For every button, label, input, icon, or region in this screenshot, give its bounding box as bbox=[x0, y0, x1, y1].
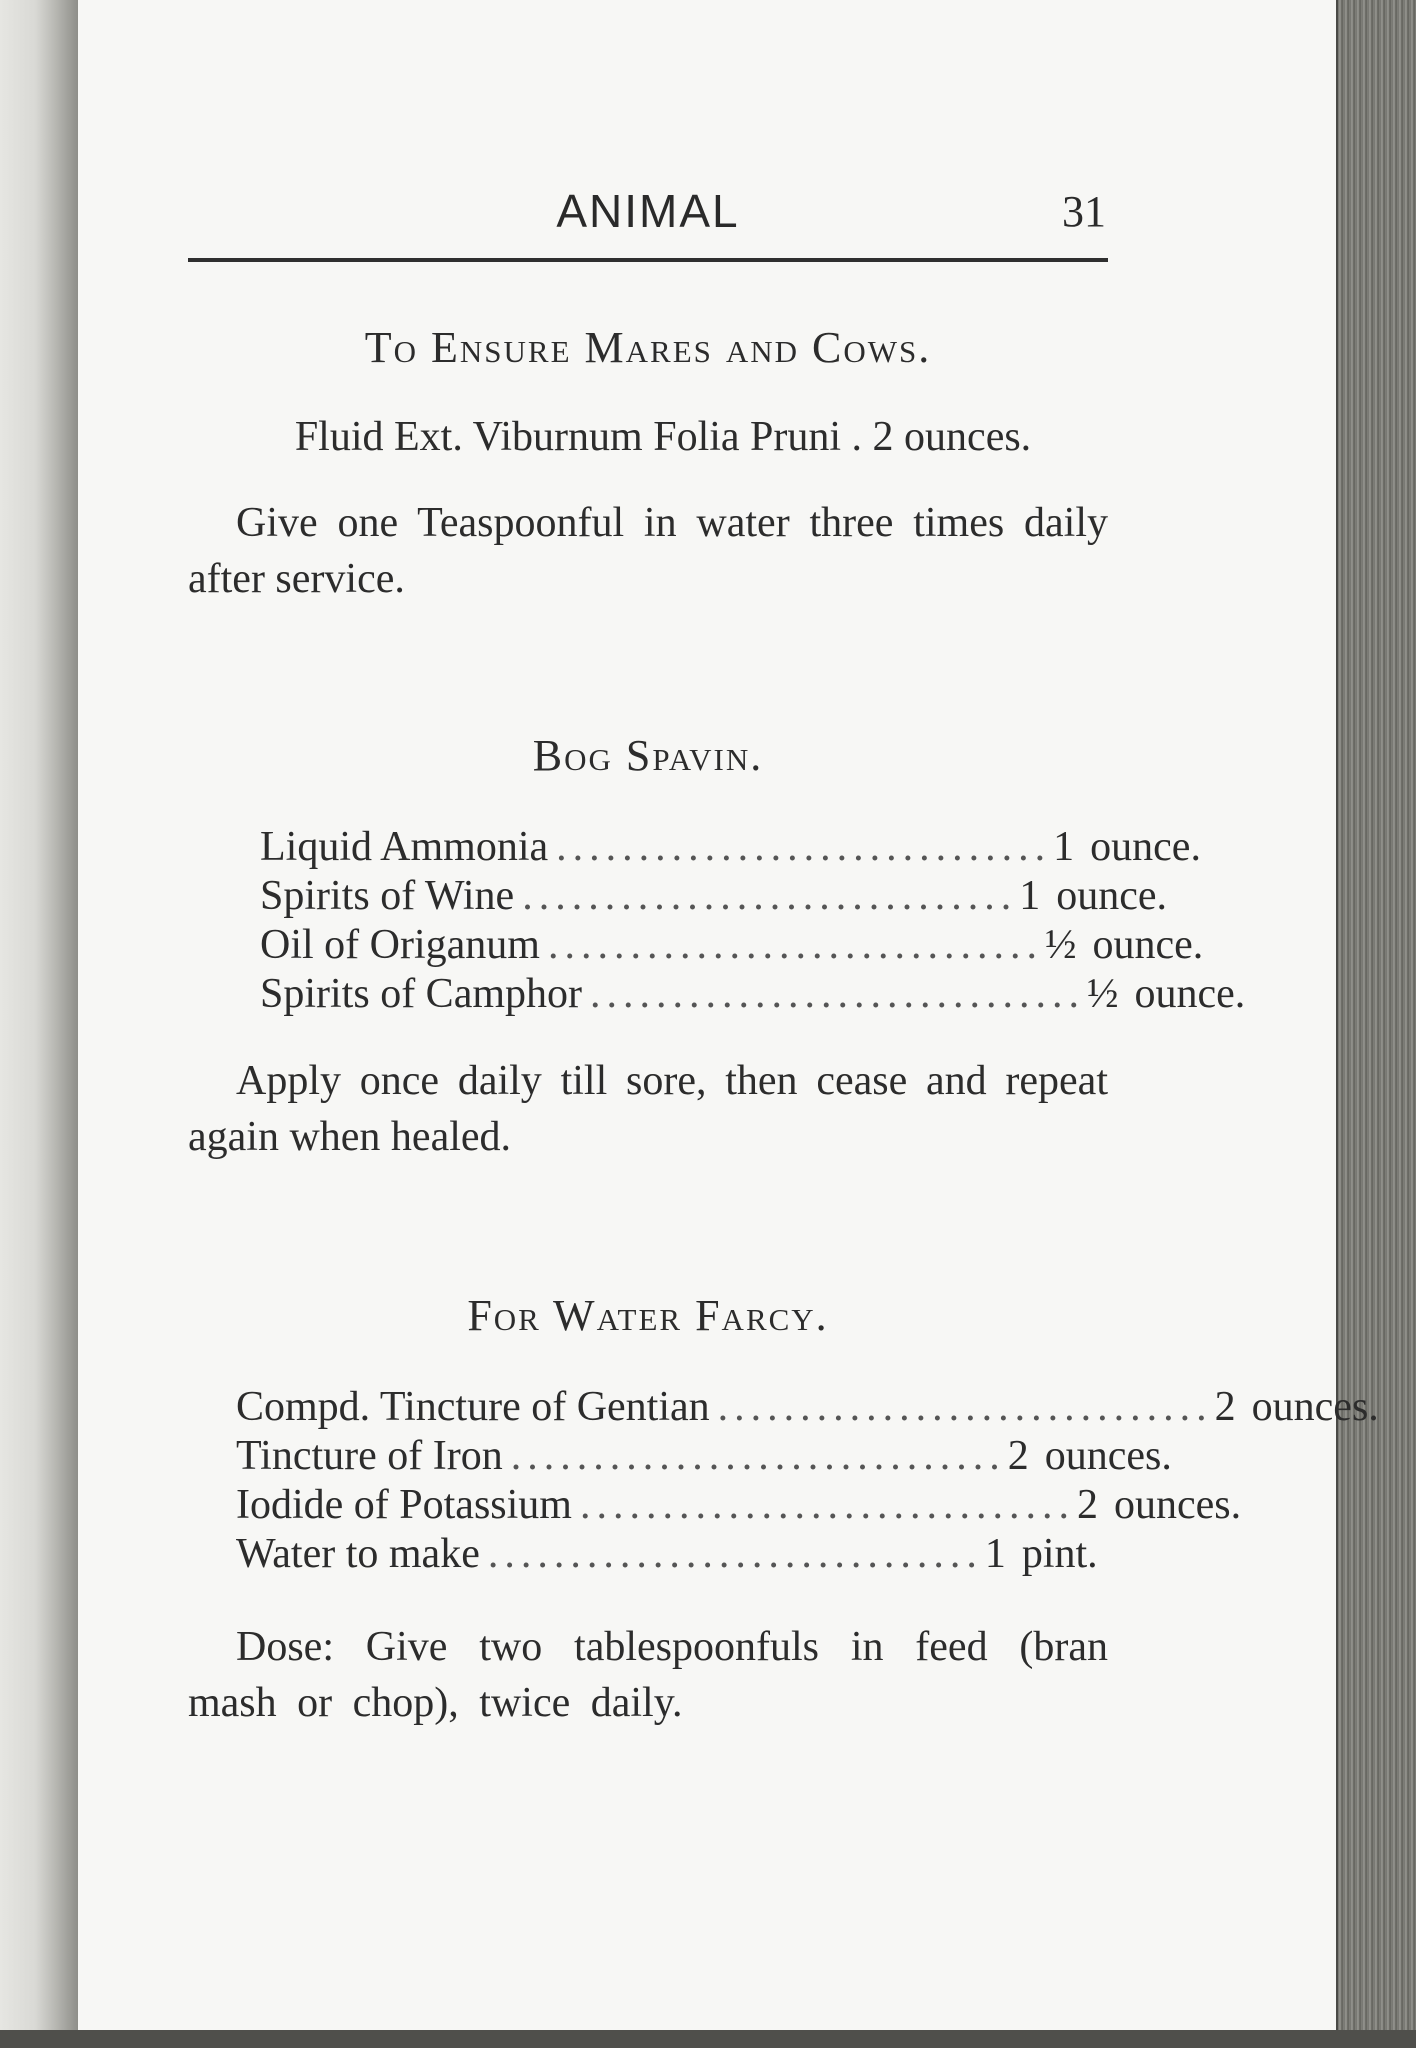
ingredient-quantity: 1 bbox=[1053, 824, 1075, 870]
bottom-binding-edge bbox=[0, 2030, 1416, 2048]
ingredient-unit: ounces. bbox=[1113, 1482, 1242, 1528]
leader-dots: .............................. bbox=[547, 922, 1043, 968]
section-heading: To Ensure Mares and Cows. bbox=[364, 323, 932, 372]
section-heading: For Water Farcy. bbox=[467, 1291, 829, 1340]
leader-dots: .............................. bbox=[556, 824, 1052, 870]
ingredient-unit: ounce. bbox=[1090, 824, 1201, 870]
directions: Apply once daily till sore, then cease and repeat again when healed. bbox=[188, 1058, 1108, 1160]
directions: Dose: Give two tablespoonfuls in feed (bran mash or chop), twice daily. bbox=[188, 1624, 1108, 1726]
leader-dots: .............................. bbox=[522, 873, 1018, 919]
ingredient-row bbox=[236, 1530, 1098, 1579]
ingredient-row bbox=[236, 1481, 1242, 1530]
running-header bbox=[188, 178, 1108, 262]
directions: Give one Teaspoonful in water three times daily after service. bbox=[188, 500, 1108, 602]
ingredient-quantity: 1 bbox=[1019, 873, 1041, 919]
running-title: ANIMAL bbox=[556, 185, 740, 237]
ingredient-quantity: 1 bbox=[984, 1531, 1006, 1577]
ingredient-unit: ounce. bbox=[1134, 971, 1246, 1017]
ingredient-name: Compd. Tincture of Gentian bbox=[236, 1384, 710, 1430]
ingredient-unit: ounces. bbox=[1044, 1433, 1172, 1479]
ingredient-name: Tincture of Iron bbox=[236, 1433, 503, 1479]
leader-dots: .............................. bbox=[579, 1482, 1075, 1528]
ingredient-quantity: 2 bbox=[1076, 1482, 1098, 1528]
ingredient-name: Oil of Origanum bbox=[260, 922, 540, 968]
ingredient-list bbox=[260, 823, 1246, 1019]
right-page-stack-edge bbox=[1338, 0, 1416, 2048]
ingredient-unit: ounces. bbox=[1251, 1384, 1379, 1430]
ingredient-row bbox=[260, 872, 1167, 921]
ingredient-unit: ounce. bbox=[1056, 873, 1167, 919]
section-heading: Bog Spavin. bbox=[532, 731, 764, 780]
ingredient-quantity: ½ bbox=[1044, 922, 1077, 968]
ingredient-name: Spirits of Camphor bbox=[260, 971, 582, 1017]
ingredient-row bbox=[260, 921, 1204, 970]
ingredient-list bbox=[236, 1383, 1379, 1579]
ingredient-name: Iodide of Potassium bbox=[236, 1482, 572, 1528]
section-bog-spavin bbox=[188, 730, 1246, 1165]
ingredient-unit: ounce. bbox=[1092, 922, 1204, 968]
leader-dots: .............................. bbox=[487, 1531, 983, 1577]
formula-line: Fluid Ext. Viburnum Folia Pruni . 2 ounces. bbox=[294, 414, 1032, 460]
ingredient-name: Liquid Ammonia bbox=[260, 824, 549, 870]
ingredient-unit: pint. bbox=[1021, 1531, 1098, 1577]
ingredient-row bbox=[260, 970, 1246, 1019]
ingredient-quantity: ½ bbox=[1087, 971, 1119, 1017]
ingredient-row bbox=[260, 823, 1201, 872]
section-water-farcy bbox=[188, 1290, 1379, 1731]
ingredient-row bbox=[236, 1432, 1172, 1481]
ingredient-quantity: 2 bbox=[1214, 1384, 1236, 1430]
leader-dots: .............................. bbox=[717, 1384, 1213, 1430]
ingredient-name: Water to make bbox=[236, 1531, 480, 1577]
left-page-edge bbox=[0, 0, 78, 2048]
page-surface bbox=[78, 0, 1379, 2030]
ingredient-name: Spirits of Wine bbox=[260, 873, 515, 919]
ingredient-row bbox=[236, 1383, 1379, 1432]
leader-dots: .............................. bbox=[590, 971, 1085, 1017]
section-ensure-mares-cows bbox=[188, 322, 1108, 607]
leader-dots: .............................. bbox=[510, 1433, 1006, 1479]
page-number: 31 bbox=[1062, 187, 1106, 236]
ingredient-quantity: 2 bbox=[1007, 1433, 1029, 1479]
